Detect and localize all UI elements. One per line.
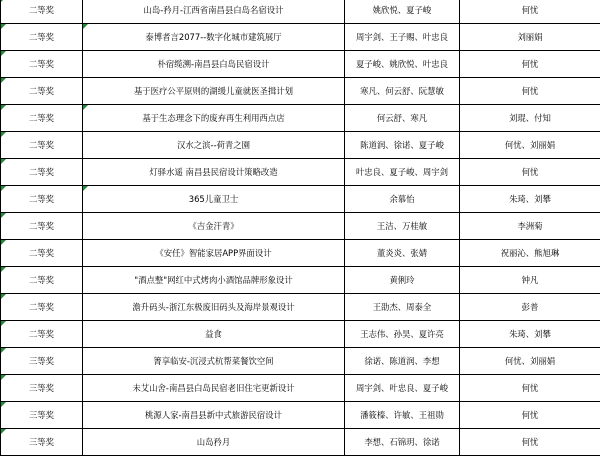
project-title-cell[interactable]: 桃源人家-南昌县新中式旅游民宿设计 — [83, 402, 345, 429]
advisor-cell[interactable]: 何忧 — [460, 402, 600, 429]
project-title-cell[interactable]: 箐享临安-沉浸式杭帮菜餐饮空间 — [83, 348, 345, 375]
award-level-cell[interactable]: 二等奖 — [1, 78, 83, 105]
table-row — [1, 240, 600, 267]
advisor-cell[interactable]: 李洲菊 — [460, 213, 600, 240]
award-level-cell[interactable]: 二等奖 — [1, 51, 83, 78]
authors-cell[interactable]: 夏子峻、姚欣悦、叶忠良 — [345, 51, 460, 78]
authors-cell[interactable]: 徐诺、陈道润、李想 — [345, 348, 460, 375]
award-level-cell[interactable]: 二等奖 — [1, 267, 83, 294]
advisor-cell[interactable]: 彭普 — [460, 294, 600, 321]
table-row — [1, 105, 600, 132]
project-title-cell[interactable]: 灯驿水遥 南昌县民宿设计策略改造 — [83, 159, 345, 186]
advisor-cell[interactable]: 何忧 — [460, 429, 600, 456]
project-title-cell[interactable]: 山岛-矜月-江西省南昌县白岛名宿设计 — [83, 0, 345, 24]
advisor-cell[interactable]: 何忧 — [460, 51, 600, 78]
advisor-cell[interactable]: 何忧、刘丽娟 — [460, 132, 600, 159]
authors-cell[interactable]: 陈道润、徐诺、夏子峻 — [345, 132, 460, 159]
authors-cell[interactable]: 李想、石锦玥、徐诺 — [345, 429, 460, 456]
table-row — [1, 348, 600, 375]
table-row — [1, 429, 600, 456]
award-level-cell[interactable]: 二等奖 — [1, 0, 83, 24]
project-title-cell[interactable]: 泰博者言2077--数字化城市建筑展厅 — [83, 24, 345, 51]
table-row — [1, 294, 600, 321]
table-row — [1, 24, 600, 51]
authors-cell[interactable]: 寒凡、何云舒、阮慧敏 — [345, 78, 460, 105]
project-title-cell[interactable]: 未艾山舍-南昌县白岛民宿老旧住宅更新设计 — [83, 375, 345, 402]
project-title-cell[interactable]: 基于生态理念下的废弃再生利用西点店 — [83, 105, 345, 132]
project-title-cell[interactable]: 朴宿缆溯-南昌县白岛民宿设计 — [83, 51, 345, 78]
advisor-cell[interactable]: 刘丽娟 — [460, 24, 600, 51]
authors-cell[interactable]: 余慕怡 — [345, 186, 460, 213]
project-title-cell[interactable]: 山岛矜月 — [83, 429, 345, 456]
authors-cell[interactable]: 何云舒、寒凡 — [345, 105, 460, 132]
award-level-cell[interactable]: 二等奖 — [1, 159, 83, 186]
advisor-cell[interactable]: 何忧 — [460, 0, 600, 24]
project-title-cell[interactable]: 汉水之滨--荷青之園 — [83, 132, 345, 159]
authors-cell[interactable]: 王志伟、孙昊、夏许亮 — [345, 321, 460, 348]
award-level-cell[interactable]: 二等奖 — [1, 24, 83, 51]
advisor-cell[interactable]: 朱琦、刘攀 — [460, 321, 600, 348]
table-row — [1, 186, 600, 213]
project-title-cell[interactable]: 澹升码头-浙江东极废旧码头及海岸景观设计 — [83, 294, 345, 321]
award-level-cell[interactable]: 二等奖 — [1, 294, 83, 321]
project-title-cell[interactable]: 《吉金汗青》 — [83, 213, 345, 240]
award-level-cell[interactable]: 二等奖 — [1, 132, 83, 159]
table-row — [1, 402, 600, 429]
authors-cell[interactable]: 王劭杰、周泰全 — [345, 294, 460, 321]
table-row — [1, 78, 600, 105]
advisor-cell[interactable]: 钟凡 — [460, 267, 600, 294]
authors-cell[interactable]: 潘筱榛、许敏、王祖勋 — [345, 402, 460, 429]
advisor-cell[interactable]: 何忧 — [460, 78, 600, 105]
table-row — [1, 51, 600, 78]
award-level-cell[interactable]: 三等奖 — [1, 348, 83, 375]
project-title-cell[interactable]: 基于医疗公平原则的湖缓儿童就医圣揖计划 — [83, 78, 345, 105]
table-row — [1, 159, 600, 186]
table-row — [1, 267, 600, 294]
award-level-cell[interactable]: 二等奖 — [1, 240, 83, 267]
table-row — [1, 375, 600, 402]
advisor-cell[interactable]: 何忧 — [460, 375, 600, 402]
table-row — [1, 321, 600, 348]
authors-cell[interactable]: 叶忠良、夏子峻、周宇剑 — [345, 159, 460, 186]
authors-cell[interactable]: 黄俐玲 — [345, 267, 460, 294]
authors-cell[interactable]: 姚欣悦、夏子峻 — [345, 0, 460, 24]
advisor-cell[interactable]: 朱琦、刘攀 — [460, 186, 600, 213]
award-level-cell[interactable]: 二等奖 — [1, 105, 83, 132]
table-row — [1, 213, 600, 240]
award-level-cell[interactable]: 二等奖 — [1, 321, 83, 348]
project-title-cell[interactable]: 益食 — [83, 321, 345, 348]
project-title-cell[interactable]: "酒点整"网红中式烤肉小酒馆品牌形象设计 — [83, 267, 345, 294]
authors-cell[interactable]: 周宇剑、叶忠良、夏子峻 — [345, 375, 460, 402]
authors-cell[interactable]: 王洁、万桂敏 — [345, 213, 460, 240]
advisor-cell[interactable]: 祝丽沁、熊旭琳 — [460, 240, 600, 267]
award-level-cell[interactable]: 三等奖 — [1, 429, 83, 456]
authors-cell[interactable]: 董炎炎、张婧 — [345, 240, 460, 267]
advisor-cell[interactable]: 何忧、刘丽娟 — [460, 348, 600, 375]
advisor-cell[interactable]: 何忧 — [460, 159, 600, 186]
award-level-cell[interactable]: 三等奖 — [1, 402, 83, 429]
award-level-cell[interactable]: 二等奖 — [1, 213, 83, 240]
table-row — [1, 0, 600, 24]
authors-cell[interactable]: 周宇剑、王子赐、叶忠良 — [345, 24, 460, 51]
advisor-cell[interactable]: 刘琨、付知 — [460, 105, 600, 132]
project-title-cell[interactable]: 365儿童卫士 — [83, 186, 345, 213]
award-level-cell[interactable]: 三等奖 — [1, 375, 83, 402]
project-title-cell[interactable]: 《安任》智能家居APP界面设计 — [83, 240, 345, 267]
table-row — [1, 132, 600, 159]
awards-table-body — [1, 0, 600, 456]
award-level-cell[interactable]: 二等奖 — [1, 186, 83, 213]
